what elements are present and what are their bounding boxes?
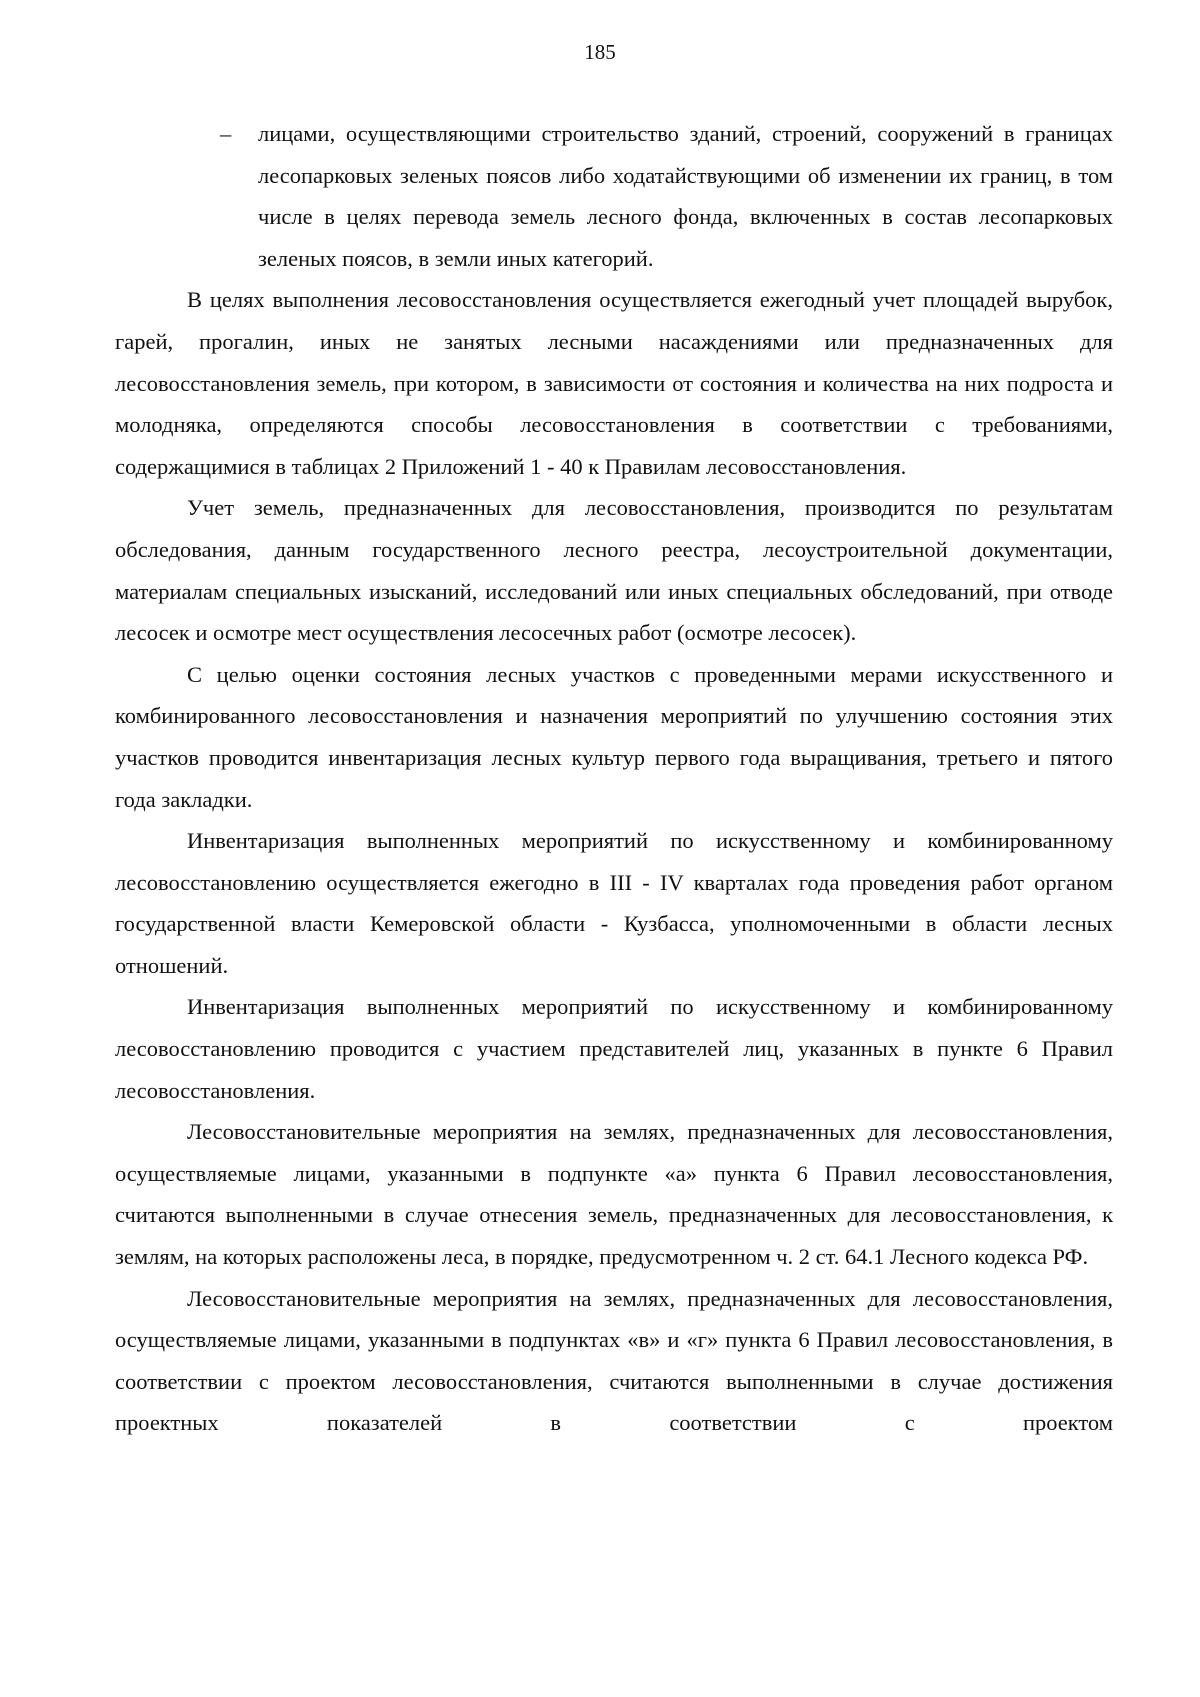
paragraph: Инвентаризация выполненных мероприятий по искусственному и комбинированному лесовосстановлению проводится с участием представителей лиц, указанных в пункте 6 Правил лесовосстановления. — [115, 994, 1113, 1103]
list-item — [115, 113, 1113, 279]
paragraph: Лесовосстановительные мероприятия на землях, предназначенных для лесовосстановления, осуществляемые лицами, указанными в подпунктах «в» и «г» пункта 6 Правил лесовосстановления, в соответствии с проектом лесовосстановления, считаются выполненными в случае достижения проектных показателей в соответствии с проектом — [115, 1285, 1113, 1436]
paragraph: Лесовосстановительные мероприятия на землях, предназначенных для лесовосстановления, осуществляемые лицами, указанными в подпункте «а» пункта 6 Правил лесовосстановления, считаются выполненными в случае отнесения земель, предназначенных для лесовосстановления, к землям, на которых расположены леса, в порядке, предусмотренном ч. 2 ст. 64.1 Лесного кодекса РФ. — [115, 1119, 1113, 1270]
list-dash-marker: – — [220, 121, 232, 146]
paragraph: Учет земель, предназначенных для лесовосстановления, производится по результатам обследования, данным государственного лесного реестра, лесоустроительной документации, материалам специальных изысканий, исследований или иных специальных обследований, при отводе лесосек и осмотре мест осуществления лесосечных работ (осмотре лесосек). — [115, 495, 1113, 646]
list-item-text: лицами, осуществляющими строительство зданий, строений, сооружений в границах лесопарковых зеленых поясов либо ходатайствующими об изменении их границ, в том числе в целях перевода земель лесного фонда, включенных в состав лесопарковых зеленых поясов, в земли иных категорий. — [258, 121, 1113, 271]
page-number: 185 — [584, 40, 616, 64]
paragraph: В целях выполнения лесовосстановления осуществляется ежегодный учет площадей вырубок, гарей, прогалин, иных не занятых лесными насаждениями или предназначенных для лесовосстановления земель, при котором, в зависимости от состояния и количества на них подроста и молодняка, определяются способы лесовосстановления в соответствии с требованиями, содержащимися в таблицах 2 Приложений 1 - 40 к Правилам лесовосстановления. — [115, 287, 1113, 479]
document-body — [115, 113, 1113, 1444]
paragraph: С целью оценки состояния лесных участков с проведенными мерами искусственного и комбинированного лесовосстановления и назначения мероприятий по улучшению состояния этих участков проводится инвентаризация лесных культур первого года выращивания, третьего и пятого года закладки. — [115, 661, 1113, 812]
paragraph: Инвентаризация выполненных мероприятий по искусственному и комбинированному лесовосстановлению осуществляется ежегодно в III - IV кварталах года проведения работ органом государственной власти Кемеровской области - Кузбасса, уполномоченными в области лесных отношений. — [115, 828, 1113, 978]
